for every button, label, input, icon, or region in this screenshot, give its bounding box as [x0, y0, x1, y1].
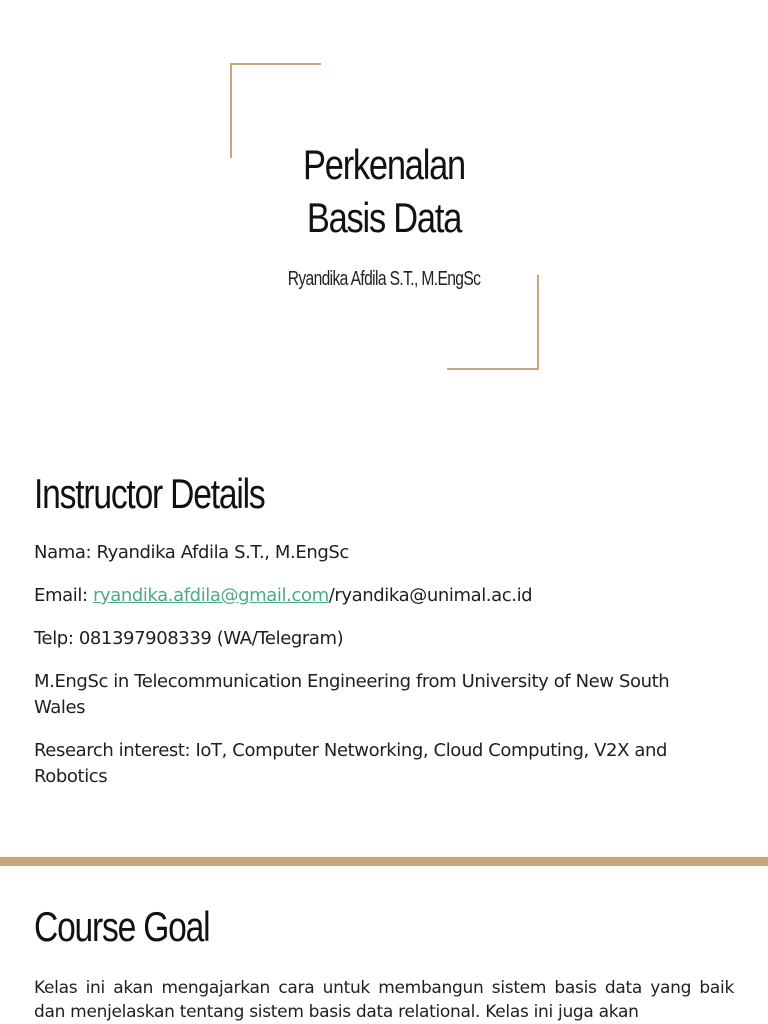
corner-frame-top-left-vertical	[230, 63, 232, 158]
email-alt: /ryandika@unimal.ac.id	[328, 585, 533, 606]
slide-title: Perkenalan Basis Data	[303, 141, 465, 241]
email-line	[34, 583, 714, 609]
course-goal-slide	[0, 866, 768, 1024]
slide-subtitle: Ryandika Afdila S.T., M.EngSc	[287, 268, 481, 290]
instructor-heading: Instructor Details	[34, 470, 265, 517]
instructor-slide	[0, 430, 768, 857]
title-slide	[0, 0, 768, 430]
corner-frame-bottom-right	[447, 368, 539, 370]
email-label: Email:	[34, 585, 93, 606]
email-link[interactable]: ryandika.afdila@gmail.com	[92, 585, 329, 606]
corner-frame-bottom-right-vertical	[537, 275, 539, 370]
corner-frame-top-left	[230, 63, 321, 65]
instructor-details	[34, 540, 714, 807]
phone-line: Telp: 081397908339 (WA/Telegram)	[34, 628, 344, 649]
slide-divider	[0, 857, 768, 866]
name-line: Nama: Ryandika Afdila S.T., M.EngSc	[34, 542, 349, 563]
degree-line: M.EngSc in Telecommunication Engineering from University of New South Wales	[34, 671, 670, 718]
course-goal-body: Kelas ini akan mengajarkan cara untuk membangun sistem basis data yang baik dan menjelaskan tentang sistem basis data relational. Kelas ini juga akan	[34, 978, 734, 1022]
research-line: Research interest: IoT, Computer Networking, Cloud Computing, V2X and Robotics	[34, 740, 668, 787]
course-goal-heading: Course Goal	[34, 903, 210, 950]
